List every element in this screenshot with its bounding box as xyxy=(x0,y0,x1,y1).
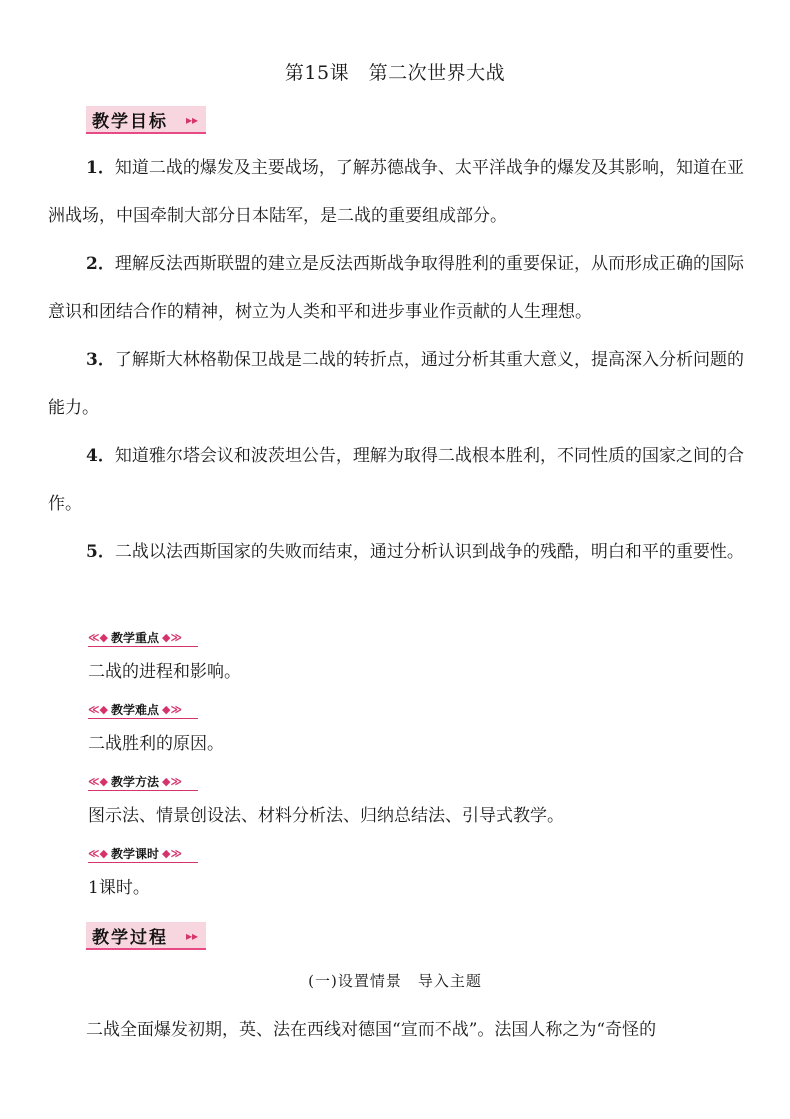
tag-deco-left-icon: ≪◆ xyxy=(88,846,108,860)
difficulties-text: 二战胜利的原因。 xyxy=(88,734,224,754)
process-paragraph: 二战全面爆发初期，英、法在西线对德国“宣而不战”。法国人称之为“奇怪的 xyxy=(86,1020,657,1040)
tag-difficulties xyxy=(88,700,198,718)
section-header-goals xyxy=(86,106,206,134)
goal-number: 2． xyxy=(86,254,115,274)
goal-number: 5． xyxy=(86,542,115,562)
goal-number: 1． xyxy=(86,158,115,178)
goal-number: 4． xyxy=(86,446,115,466)
tag-label: 教学课时 xyxy=(110,846,159,861)
tag-label: 教学方法 xyxy=(110,774,159,789)
section-header-process xyxy=(86,922,206,950)
goal-number: 3． xyxy=(86,350,115,370)
double-arrow-icon: ▸▸ xyxy=(185,929,198,943)
tag-deco-right-icon: ◆≫ xyxy=(162,630,182,644)
process-subheading: (一)设置情景 导入主题 xyxy=(308,972,482,990)
goal-text: 了解斯大林格勒保卫战是二战的转折点，通过分析其重大意义，提高深入分析问题的能力。 xyxy=(48,350,744,418)
goal-item xyxy=(48,240,744,336)
section-header-bar xyxy=(86,106,206,134)
tag-underline xyxy=(88,646,198,647)
tag-underline xyxy=(88,790,198,791)
goal-item xyxy=(48,528,744,576)
section-header-label: 教学目标 xyxy=(92,111,168,132)
goal-text: 二战以法西斯国家的失败而结束，通过分析认识到战争的残酷，明白和平的重要性。 xyxy=(114,542,744,562)
section-header-bar xyxy=(86,922,206,950)
goal-text: 知道雅尔塔会议和波茨坦公告，理解为取得二战根本胜利，不同性质的国家之间的合作。 xyxy=(48,446,744,514)
tag-label: 教学难点 xyxy=(110,702,159,717)
page-title: 第15课 第二次世界大战 xyxy=(284,62,506,84)
tag-key-points xyxy=(88,628,198,646)
section-header-label: 教学过程 xyxy=(92,927,168,948)
methods-text: 图示法、情景创设法、材料分析法、归纳总结法、引导式教学。 xyxy=(88,806,564,826)
goal-item xyxy=(48,144,744,240)
tag-methods xyxy=(88,772,198,790)
tag-deco-left-icon: ≪◆ xyxy=(88,630,108,644)
tag-deco-right-icon: ◆≫ xyxy=(162,774,182,788)
goal-item xyxy=(48,336,744,432)
tag-underline xyxy=(88,718,198,719)
double-arrow-icon: ▸▸ xyxy=(185,113,198,127)
tag-underline xyxy=(88,862,198,863)
tag-deco-left-icon: ≪◆ xyxy=(88,774,108,788)
tag-hours xyxy=(88,844,198,862)
goal-text: 理解反法西斯联盟的建立是反法西斯战争取得胜利的重要保证，从而形成正确的国际意识和团结合作的精神，树立为人类和平和进步事业作贡献的人生理想。 xyxy=(48,254,744,322)
goal-item xyxy=(48,432,744,528)
goal-text: 知道二战的爆发及主要战场，了解苏德战争、太平洋战争的爆发及其影响，知道在亚洲战场，中国牵制大部分日本陆军，是二战的重要组成部分。 xyxy=(48,158,744,226)
key-points-text: 二战的进程和影响。 xyxy=(88,662,241,682)
tag-deco-left-icon: ≪◆ xyxy=(88,702,108,716)
tag-label: 教学重点 xyxy=(110,630,159,645)
tag-deco-right-icon: ◆≫ xyxy=(162,846,182,860)
tag-deco-right-icon: ◆≫ xyxy=(162,702,182,716)
hours-text: 1课时。 xyxy=(88,878,150,898)
